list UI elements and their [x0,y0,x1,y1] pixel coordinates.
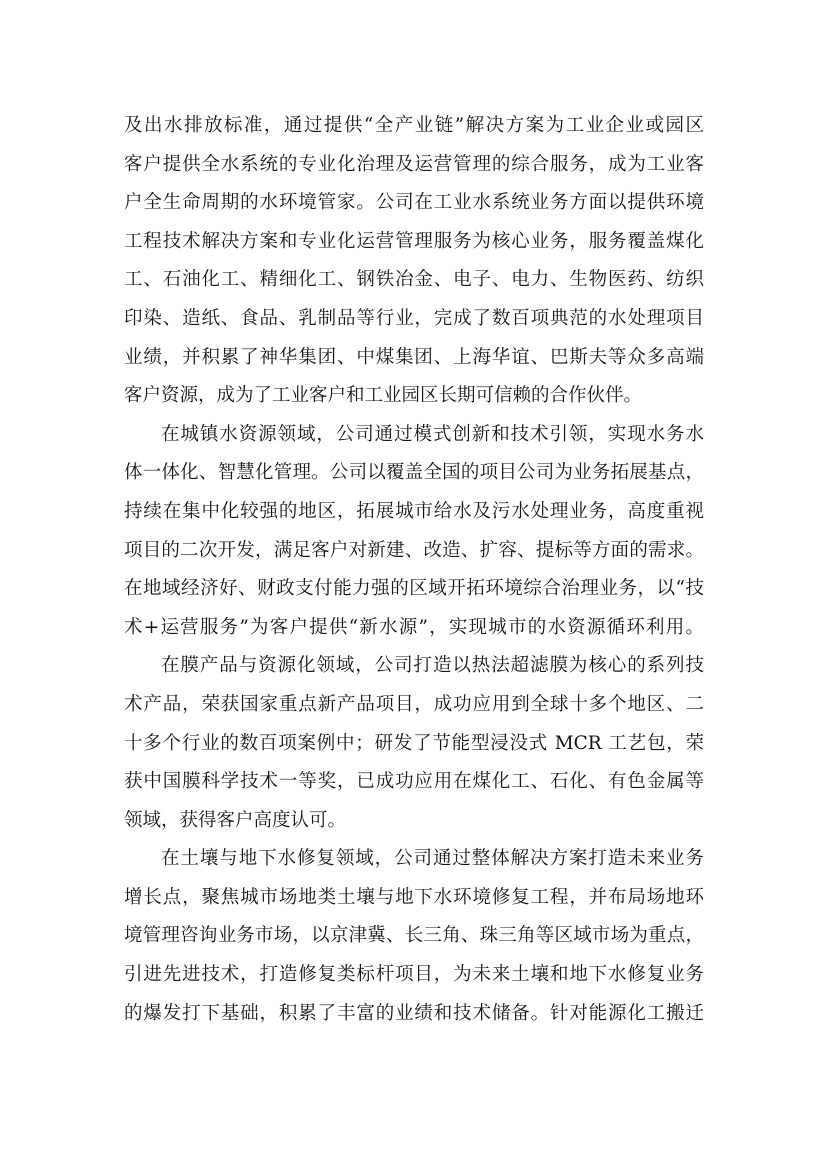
paragraph-line: 及出水排放标准，通过提供“全产业链”解决方案为工业企业或园区 [124,115,704,136]
paragraph-line: 工、石油化工、精细化工、钢铁冶金、电子、电力、生物医药、纺织 [124,269,704,291]
paragraph-line: 客户资源，成为了工业客户和工业园区长期可信赖的合作伙伴。 [124,385,643,407]
paragraph-line: 在城镇水资源领域，公司通过模式创新和技术引领，实现水务水 [161,423,704,445]
body-text [124,107,704,1033]
paragraph-line: 术产品，荣获国家重点新产品项目，成功应用到全球十多个地区、二 [124,693,704,715]
paragraph-line: 境管理咨询业务市场，以京津冀、长三角、珠三角等区域市场为重点， [124,925,704,947]
paragraph-line: 的爆发打下基础，积累了丰富的业绩和技术储备。针对能源化工搬迁 [124,1002,704,1024]
paragraph-line: 术+运营服务”为客户提供“新水源”，实现城市的水资源循环利用。 [124,616,704,638]
paragraph-line: 十多个行业的数百项案例中；研发了节能型浸没式 MCR 工艺包，荣 [124,732,704,754]
paragraph-line: 项目的二次开发，满足客户对新建、改造、扩容、提标等方面的需求。 [124,539,704,561]
paragraph-line: 获中国膜科学技术一等奖，已成功应用在煤化工、石化、有色金属等 [124,771,704,793]
paragraph-line: 体一体化、智慧化管理。公司以覆盖全国的项目公司为业务拓展基点， [124,462,704,484]
paragraph-line: 在地域经济好、财政支付能力强的区域开拓环境综合治理业务，以“技 [124,578,704,600]
paragraph-line: 在土壤与地下水修复领域，公司通过整体解决方案打造未来业务 [161,848,704,870]
paragraph-line: 在膜产品与资源化领域，公司打造以热法超滤膜为核心的系列技 [161,655,704,677]
paragraph-line: 增长点，聚焦城市场地类土壤与地下水环境修复工程，并布局场地环 [124,886,704,908]
paragraph-line: 客户提供全水系统的专业化治理及运营管理的综合服务，成为工业客 [124,153,704,175]
paragraph-line: 领域，获得客户高度认可。 [124,809,347,831]
paragraph-line: 持续在集中化较强的地区，拓展城市给水及污水处理业务，高度重视 [124,500,704,522]
paragraph-line: 引进先进技术，打造修复类标杆项目，为未来土壤和地下水修复业务 [124,964,704,986]
paragraph-line: 业绩，并积累了神华集团、中煤集团、上海华谊、巴斯夫等众多高端 [124,346,704,368]
paragraph-line: 户全生命周期的水环境管家。公司在工业水系统业务方面以提供环境 [124,192,704,214]
paragraph-line: 工程技术解决方案和专业化运营管理服务为核心业务，服务覆盖煤化 [124,230,704,252]
paragraph-line: 印染、造纸、食品、乳制品等行业，完成了数百项典范的水处理项目 [124,307,704,329]
